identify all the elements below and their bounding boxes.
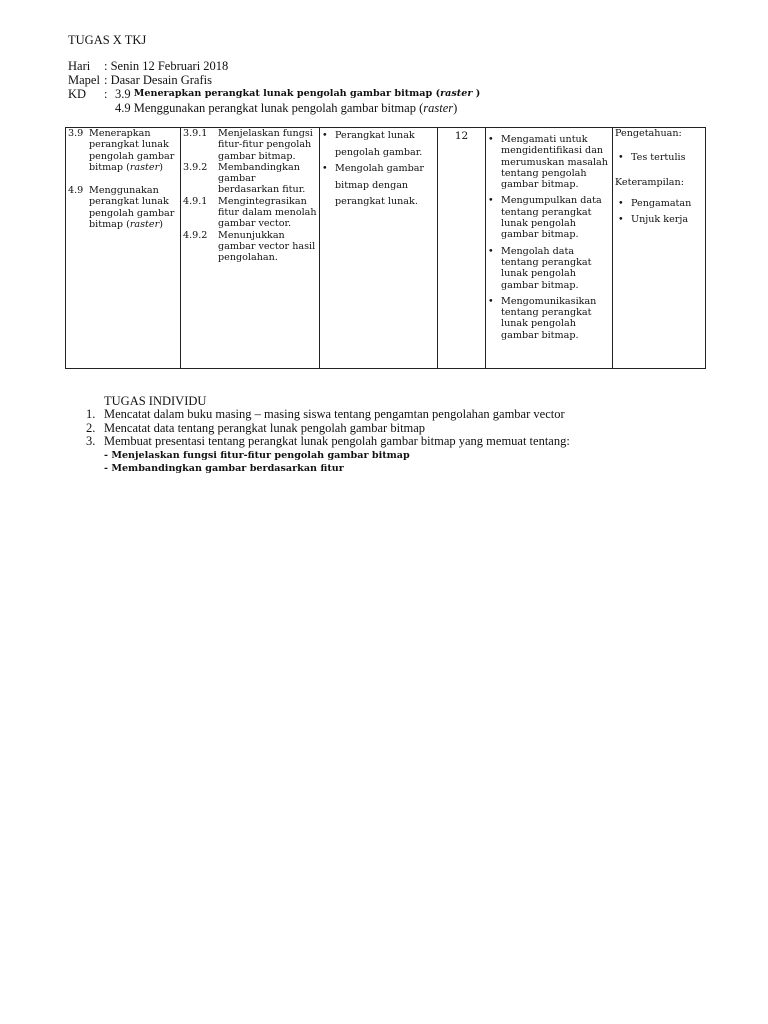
kd2-row [68,101,480,115]
kegiatan-item: • Mengumpulkan data tentang perangkat lunak pengolah gambar bitmap. [488,195,602,241]
mapel-value: : Dasar Desain Grafis [104,73,212,87]
tugas-item: 2. Mencatat data tentang perangkat lunak pengolah gambar bitmap [86,420,426,435]
tugas-heading: TUGAS INDIVIDU [104,394,207,408]
materi-item: • Perangkat lunak pengolah gambar. [322,130,423,158]
indikator-cell [181,128,320,369]
materi-item: • Mengolah gambar bitmap dengan perangkat lunak. [322,163,425,207]
kd-item-4-9: 4.9 Menggunakan perangkat lunak pengolah gambar bitmap (raster) [68,185,175,231]
indikator-item: 4.9.2 Menunjukkan gambar vector hasil pengolahan. [183,229,316,264]
indikator-item: 3.9.1 Menjelaskan fungsi fitur-fitur pengolah gambar bitmap. [183,128,313,162]
hari-value: : Senin 12 Februari 2018 [104,59,229,73]
indikator-item: 3.9.2 Membandingkan gambar berdasarkan fitur. [183,161,306,196]
pengetahuan-label: Pengetahuan: [615,128,682,139]
lesson-plan-table [65,127,706,369]
kegiatan-item: • Mengolah data tentang perangkat lunak pengolah gambar bitmap. [488,245,592,291]
mapel-row [68,73,480,87]
kd2-text: 4.9 Menggunakan perangkat lunak pengolah gambar bitmap (raster) [115,101,458,115]
penilaian-cell [613,128,706,369]
indikator-item: 4.9.1 Mengintegrasikan fitur dalam menolah gambar vector. [183,195,317,230]
kegiatan-cell [486,128,613,369]
kd1-number: 3.9 [115,87,131,101]
tugas-subitem: - Menjelaskan fungsi fitur-fitur pengolah gambar bitmap [104,449,410,461]
document-title: TUGAS X TKJ [68,33,147,47]
kd-row [68,87,480,101]
kd-cell [66,128,181,369]
kd-label: KD [68,87,87,101]
materi-cell [320,128,438,369]
keterampilan-item: • Unjuk kerja [618,214,689,226]
kd-colon: : [104,87,108,101]
kd1-text: Menerapkan perangkat lunak pengolah gambar bitmap (raster ) [133,88,481,99]
tugas-item: 3. Membuat presentasi tentang perangkat lunak pengolah gambar bitmap yang memuat tentang: [86,434,570,448]
hari-label: Hari [68,59,91,73]
waktu-cell: 12 [438,128,486,369]
kegiatan-item: • Mengamati untuk mengidentifikasi dan merumuskan masalah tentang pengolah gambar bitmap. [488,134,608,191]
keterampilan-item: • Pengamatan [618,197,692,209]
kd-item-3-9: 3.9 Menerapkan perangkat lunak pengolah gambar bitmap (raster) [68,128,175,173]
header-info [68,59,480,115]
tugas-list [86,408,570,476]
pengetahuan-item: • Tes tertulis [618,152,686,164]
hari-row [68,59,480,73]
mapel-label: Mapel [68,73,100,87]
tugas-subitem: - Membandingkan gambar berdasarkan fitur [104,463,344,474]
kegiatan-item: • Mengomunikasikan tentang perangkat lunak pengolah gambar bitmap. [488,295,597,341]
tugas-item: 1. Mencatat dalam buku masing – masing siswa tentang pengamtan pengolahan gambar vector [86,407,565,421]
keterampilan-label: Keterampilan: [615,176,684,188]
